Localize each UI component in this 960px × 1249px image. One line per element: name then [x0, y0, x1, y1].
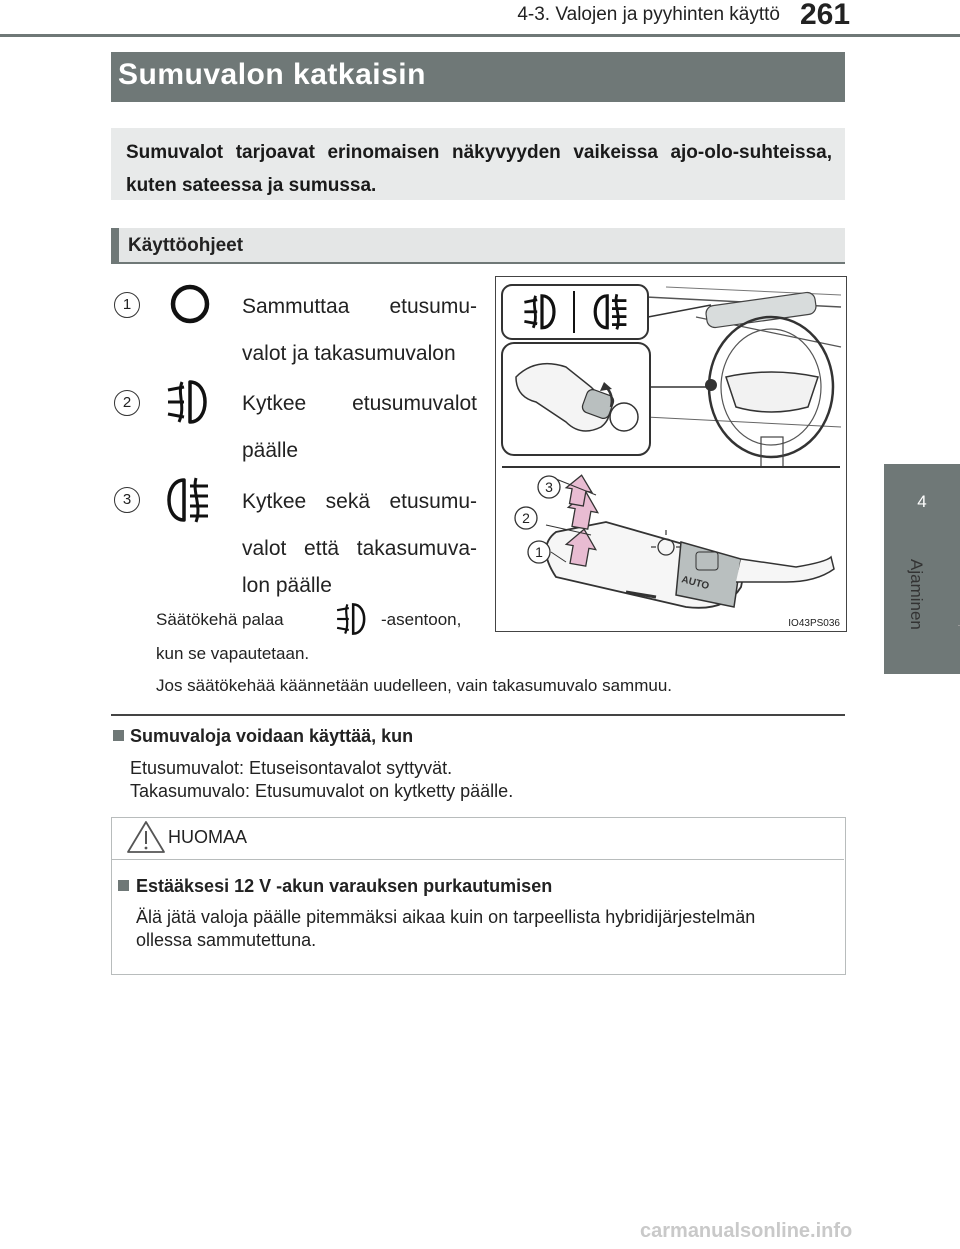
item-line: valot että takasumuva-	[242, 537, 477, 560]
warning-triangle-icon	[126, 820, 166, 854]
chapter-number: 4	[917, 492, 927, 511]
notice-label: HUOMAA	[168, 827, 248, 847]
item-line: Kytkee etusumuvalot	[242, 392, 477, 415]
subheading-accent	[111, 228, 119, 262]
return-note-after: -asentoon,	[381, 610, 462, 629]
item-description	[242, 380, 477, 474]
header-rule	[0, 34, 960, 37]
switch-auto-label: AUTO	[680, 574, 711, 593]
figure-code: IO43PS036	[788, 618, 840, 629]
item-number: 1	[114, 292, 140, 318]
item-description	[242, 478, 477, 600]
intro-text: Sumuvalot tarjoavat erinomaisen näkyvyyden vaikeissa ajo-olo-suhteissa, kuten sateessa ja sumussa.	[126, 142, 832, 196]
item-number: 3	[114, 487, 140, 513]
notice-line: ollessa sammutettuna.	[136, 930, 317, 950]
item-line: Kytkee sekä etusumu-	[242, 490, 477, 513]
subheading-text: Käyttöohjeet	[128, 235, 244, 256]
notice-heading: Estääksesi 12 V -akun varauksen purkautumisen	[136, 876, 553, 896]
bullet-square	[118, 880, 129, 891]
notice-line: Älä jätä valoja päälle pitemmäksi aikaa kuin on tarpeellista hybridijärjestelmän	[136, 907, 756, 927]
notice-divider	[112, 859, 844, 860]
watermark: carmanualsonline.info	[640, 1220, 853, 1242]
item-line: lon päälle	[242, 574, 332, 597]
return-note-line3: Jos säätökehää käännetään uudelleen, vain takasumuvalo sammuu.	[156, 676, 673, 695]
figure-illustration	[496, 277, 846, 631]
callout-2: 2	[522, 510, 530, 526]
figure-fog-switch	[495, 276, 847, 632]
page-title: Sumuvalon katkaisin	[118, 58, 426, 91]
item-description	[242, 283, 477, 377]
front-fog-icon	[160, 376, 214, 428]
section-separator	[111, 714, 845, 716]
chapter-label: Ajaminen	[907, 559, 926, 630]
rear-fog-icon	[160, 474, 214, 526]
item-number: 2	[114, 390, 140, 416]
usage-heading: Sumuvaloja voidaan käyttää, kun	[130, 726, 414, 746]
item-line: Sammuttaa etusumu-	[242, 295, 477, 318]
callout-3: 3	[545, 479, 553, 495]
item-line: valot ja takasumuvalon	[242, 342, 456, 365]
page-number: 261	[800, 0, 851, 31]
return-note-line2: kun se vapautetaan.	[156, 644, 310, 663]
usage-line: Takasumuvalo: Etusumuvalot on kytketty päälle.	[130, 781, 514, 801]
item-line: päälle	[242, 439, 299, 462]
chapter-label-wrap	[884, 545, 960, 665]
off-circle-icon	[168, 282, 212, 326]
section-header: 4-3. Valojen ja pyyhinten käyttö	[517, 4, 780, 25]
front-fog-icon	[326, 600, 376, 638]
bullet-square	[113, 730, 124, 741]
usage-line: Etusumuvalot: Etuseisontavalot syttyvät.	[130, 758, 453, 778]
return-note-before: Säätökehä palaa	[156, 610, 284, 629]
callout-1: 1	[535, 544, 543, 560]
